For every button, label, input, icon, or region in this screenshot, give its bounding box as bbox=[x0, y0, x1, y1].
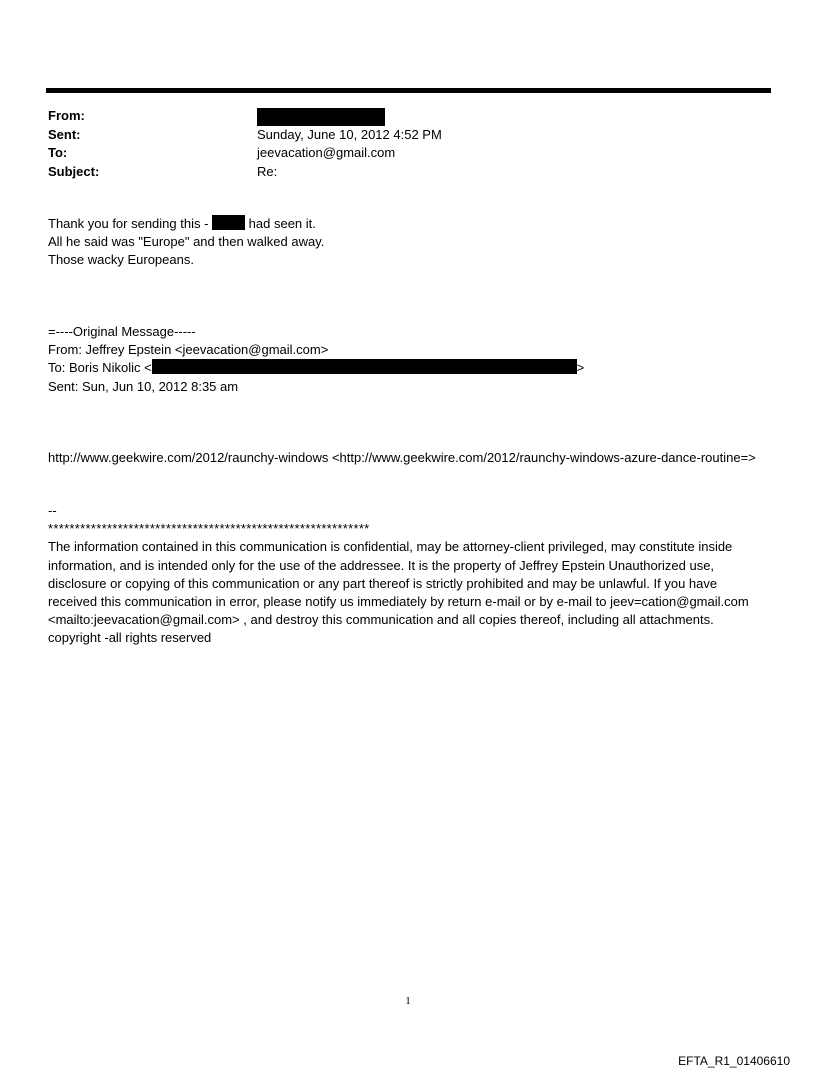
sent-row bbox=[48, 126, 768, 145]
subject-label: Subject: bbox=[48, 163, 100, 179]
original-message-header bbox=[48, 323, 768, 396]
document-id: EFTA_R1_01406610 bbox=[678, 1054, 790, 1068]
message-line-3: Those wacky Europeans. bbox=[48, 252, 194, 268]
message-line-1-end: had seen it. bbox=[248, 216, 316, 231]
from-value bbox=[257, 107, 385, 126]
original-sent: Sent: Sun, Jun 10, 2012 8:35 am bbox=[48, 378, 239, 394]
message-body bbox=[48, 215, 768, 270]
from-row bbox=[48, 107, 768, 126]
from-label: From: bbox=[48, 108, 85, 123]
original-divider: =----Original Message----- bbox=[48, 324, 196, 339]
header-rule bbox=[46, 88, 771, 93]
signature-block bbox=[48, 502, 760, 648]
original-from: From: Jeffrey Epstein <jeevacation@gmail.com> bbox=[48, 342, 329, 358]
message-line-1-start: Thank you for sending this - bbox=[48, 216, 209, 231]
subject-row bbox=[48, 163, 768, 182]
message-line-1 bbox=[48, 215, 768, 233]
redaction-block bbox=[212, 215, 245, 230]
signature-dashes: -- bbox=[48, 503, 57, 518]
shared-link: http://www.geekwire.com/2012/raunchy-windows <http://www.geekwire.com/2012/raunchy-windows-azure-dance-routine=> bbox=[48, 450, 756, 465]
page-number: 1 bbox=[405, 995, 411, 1007]
redaction-block bbox=[152, 359, 577, 374]
original-to bbox=[48, 359, 768, 377]
email-header bbox=[48, 107, 768, 181]
sent-value: Sunday, June 10, 2012 4:52 PM bbox=[257, 126, 442, 142]
original-to-end: > bbox=[576, 360, 585, 376]
to-label: To: bbox=[48, 145, 68, 160]
redaction-block bbox=[257, 108, 385, 126]
subject-value: Re: bbox=[257, 163, 278, 179]
to-row bbox=[48, 144, 768, 163]
signature-stars: ************************************************************ bbox=[48, 521, 370, 537]
sent-label: Sent: bbox=[48, 126, 81, 142]
to-value: jeevacation@gmail.com bbox=[257, 145, 396, 160]
message-line-2: All he said was "Europe" and then walked away. bbox=[48, 234, 325, 250]
confidentiality-disclaimer: The information contained in this communication is confidential, may be attorney-client privileged, may constitute inside information, and is intended only for the use of the addressee. It is the property of Jeffrey Epstein Unauthorized use, disclosure or copying of this communication or any part thereof is strictly prohibited and may be unlawful. If you have received this communication in error, please notify us immediately by return e-mail or by e-mail to jeev=cation@gmail.com <mailto:jeevacation@gmail.com> , and destroy this communication and all copies thereof, including all attachments. copyright -all rights reserved bbox=[48, 539, 749, 646]
original-to-start: To: Boris Nikolic < bbox=[48, 360, 152, 376]
